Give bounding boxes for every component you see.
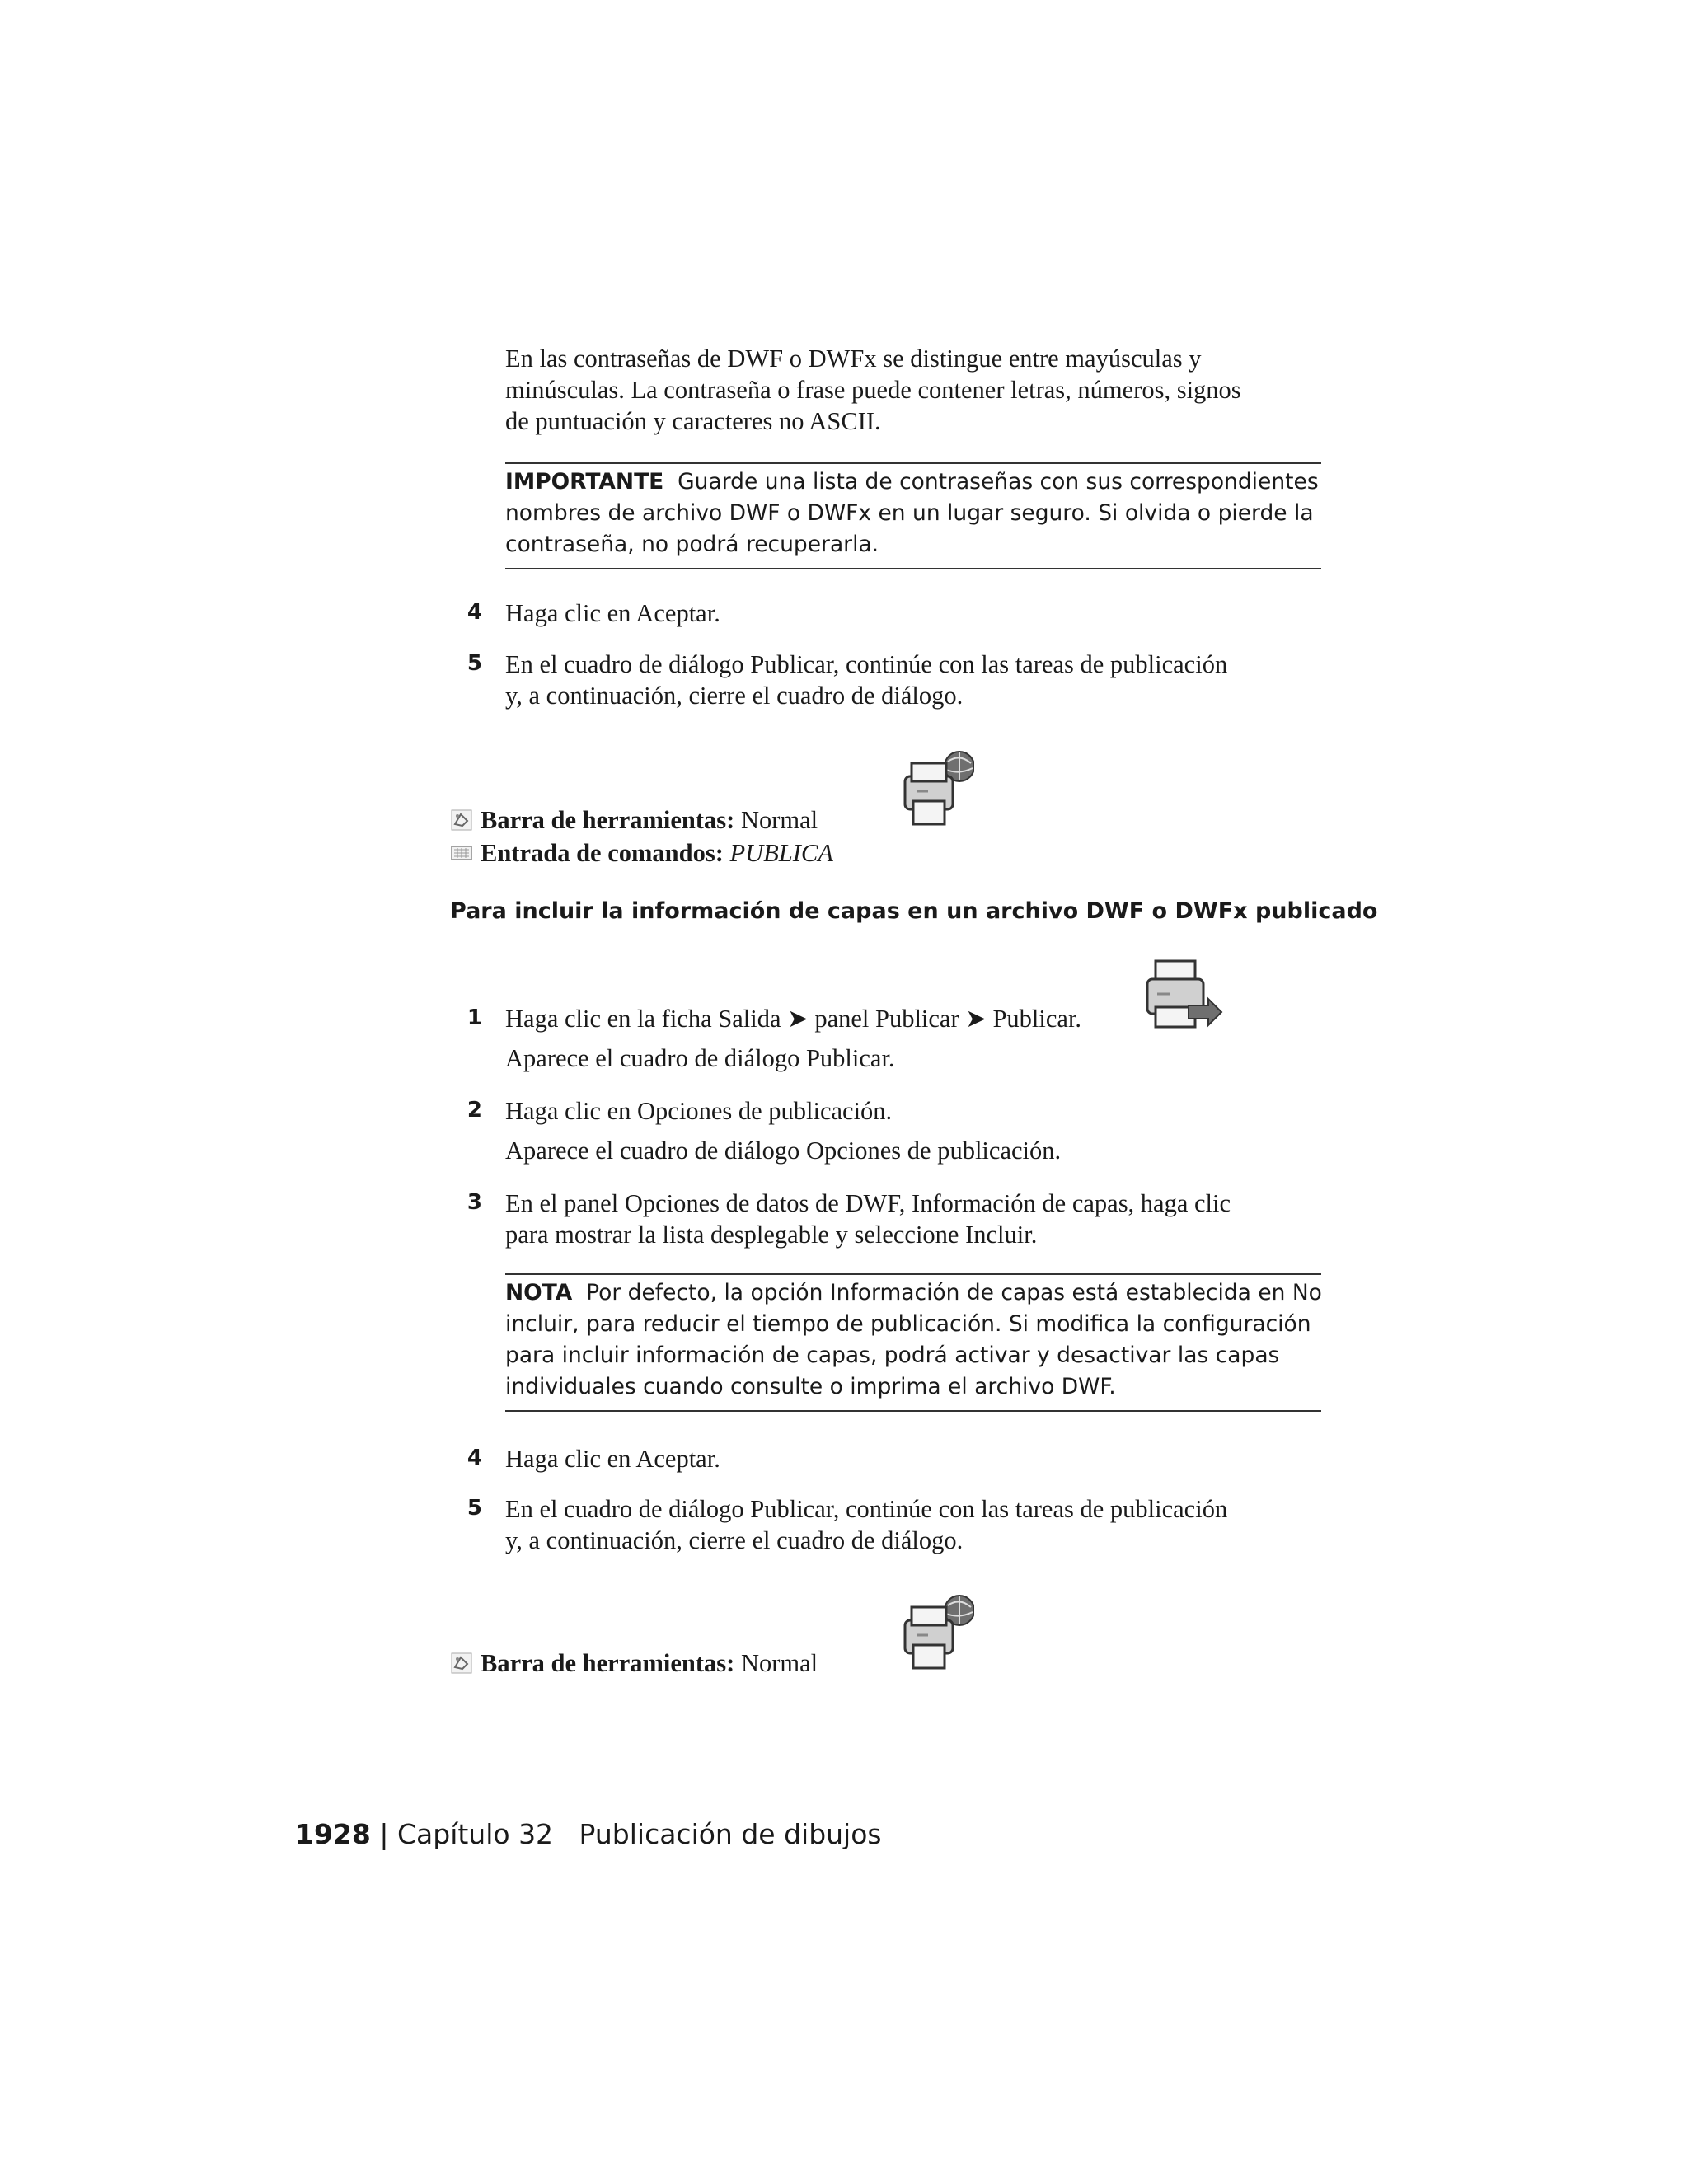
step-text (505, 1003, 1329, 1074)
intro-line-1: En las contraseñas de DWF o DWFx se distingue entre mayúsculas y (505, 344, 1202, 373)
chapter-number: Capítulo 32 (396, 1818, 554, 1850)
step-text: Haga clic en Aceptar. (505, 599, 720, 627)
step-number: 2 (467, 1098, 482, 1122)
step-number: 4 (467, 1446, 482, 1470)
step-text-line-2: y, a continuación, cierre el cuadro de diálogo. (505, 682, 964, 710)
step-number: 3 (467, 1190, 482, 1215)
step-3-line-2: para mostrar la lista desplegable y seleccione Incluir. (505, 1221, 1038, 1249)
procedure-heading: Para incluir la información de capas en un archivo DWF o DWFx publicado (450, 898, 1378, 924)
step-number: 5 (467, 1496, 482, 1521)
footer-separator: | (379, 1818, 389, 1850)
step-5-line-2: y, a continuación, cierre el cuadro de diálogo. (505, 1526, 964, 1554)
important-note-line-3: contraseña, no podrá recuperarla. (505, 532, 879, 557)
step-1-part-1: Haga clic en la ficha Salida (505, 1005, 781, 1033)
step-text (505, 649, 1329, 711)
step-text-line-1: En el cuadro de diálogo Publicar, continúe con las tareas de publicación (505, 650, 1228, 678)
important-note (505, 466, 1329, 560)
important-note-line-1: Guarde una lista de contraseñas con sus correspondientes (678, 469, 1319, 494)
important-note-bottom-rule (505, 568, 1321, 569)
note-line-1: Por defecto, la opción Información de capas está establecida en No (586, 1280, 1322, 1305)
step-5-line-1: En el cuadro de diálogo Publicar, continúe con las tareas de publicación (505, 1495, 1228, 1523)
step-1-part-2: panel Publicar (814, 1005, 959, 1033)
note-bottom-rule (505, 1410, 1321, 1412)
important-note-top-rule (505, 462, 1321, 464)
keyboard-icon (451, 842, 472, 864)
chapter-title: Publicación de dibujos (579, 1818, 882, 1850)
toolbar-line (451, 804, 1028, 837)
step-text: Haga clic en Aceptar. (505, 1445, 720, 1473)
toolbar-label: Barra de herramientas: (481, 806, 735, 834)
arrow-icon: ➤ (787, 1005, 809, 1033)
note-line-3: para incluir información de capas, podrá activar y desactivar las capas (505, 1343, 1280, 1368)
intro-line-2: minúsculas. La contraseña o frase puede contener letras, números, signos (505, 376, 1241, 404)
toolbar-icon (451, 809, 472, 831)
note-line-2: incluir, para reducir el tiempo de publicación. Si modifica la configuración (505, 1311, 1311, 1337)
step-1-result: Aparece el cuadro de diálogo Publicar. (505, 1044, 895, 1072)
step-number: 1 (467, 1005, 482, 1030)
important-note-line-2: nombres de archivo DWF o DWFx en un lugar seguro. Si olvida o pierde la (505, 500, 1314, 526)
note-line-4: individuales cuando consulte o imprima el archivo DWF. (505, 1374, 1116, 1399)
step-number: 4 (467, 600, 482, 625)
intro-paragraph (505, 343, 1329, 437)
step-text (505, 1188, 1329, 1250)
step-text (505, 1095, 1329, 1166)
step-3-line-1: En el panel Opciones de datos de DWF, Información de capas, haga clic (505, 1189, 1231, 1217)
command-label: Entrada de comandos: (481, 839, 724, 867)
intro-line-3: de puntuación y caracteres no ASCII. (505, 407, 881, 435)
toolbar-icon (451, 1652, 472, 1674)
step-number: 5 (467, 651, 482, 676)
command-line (451, 837, 1028, 869)
toolbar-label: Barra de herramientas: (481, 1649, 735, 1677)
important-note-label: IMPORTANTE (505, 469, 664, 494)
toolbar-info-1 (451, 804, 1028, 869)
note-top-rule (505, 1273, 1321, 1275)
arrow-icon: ➤ (965, 1005, 987, 1033)
step-1-instruction (505, 1003, 1329, 1034)
step-2-result: Aparece el cuadro de diálogo Opciones de publicación. (505, 1137, 1062, 1165)
note (505, 1277, 1329, 1403)
step-text (505, 1493, 1329, 1556)
step-2-instruction: Haga clic en Opciones de publicación. (505, 1097, 893, 1125)
toolbar-line (451, 1647, 1028, 1680)
toolbar-value: Normal (740, 1649, 818, 1677)
note-label: NOTA (505, 1280, 573, 1305)
toolbar-info-2 (451, 1647, 1028, 1680)
command-value: PUBLICA (729, 839, 833, 867)
step-1-part-3: Publicar. (992, 1005, 1082, 1033)
toolbar-value: Normal (740, 806, 818, 834)
page-number: 1928 (295, 1818, 371, 1850)
page-footer (295, 1818, 882, 1850)
